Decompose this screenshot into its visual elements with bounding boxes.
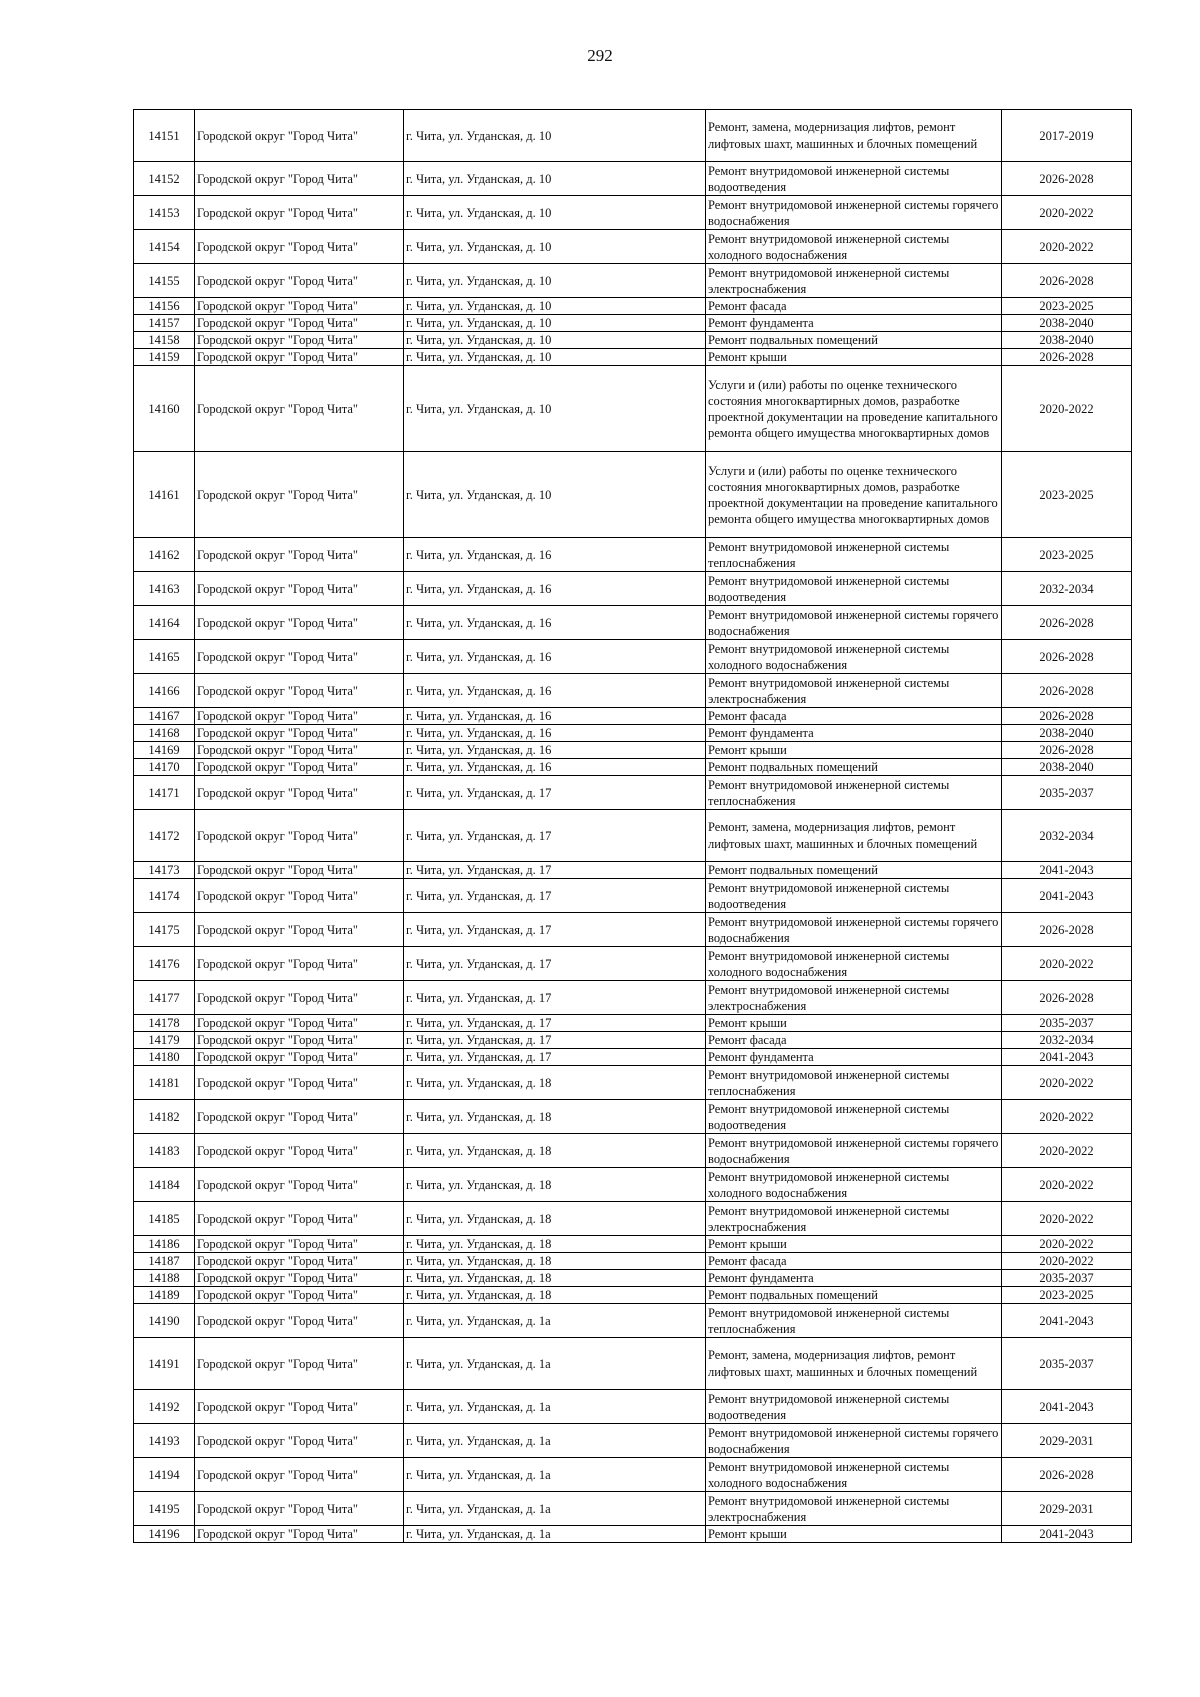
municipality-cell: Городской округ "Город Чита" xyxy=(195,298,404,315)
period-cell: 2041-2043 xyxy=(1002,862,1132,879)
period-cell: 2038-2040 xyxy=(1002,315,1132,332)
municipality-cell: Городской округ "Город Чита" xyxy=(195,230,404,264)
work-type-cell: Услуги и (или) работы по оценке технического состояния многоквартирных домов, разработке проектной документации на проведение капитального ремонта общего имущества многоквартирных домов xyxy=(706,452,1002,538)
municipality-cell: Городской округ "Город Чита" xyxy=(195,264,404,298)
address-cell: г. Чита, ул. Угданская, д. 18 xyxy=(404,1066,706,1100)
address-cell: г. Чита, ул. Угданская, д. 10 xyxy=(404,349,706,366)
work-type-cell: Ремонт крыши xyxy=(706,1526,1002,1543)
address-cell: г. Чита, ул. Угданская, д. 10 xyxy=(404,366,706,452)
work-type-cell: Ремонт внутридомовой инженерной системы теплоснабжения xyxy=(706,776,1002,810)
work-type-cell: Ремонт внутридомовой инженерной системы теплоснабжения xyxy=(706,1304,1002,1338)
municipality-cell: Городской округ "Город Чита" xyxy=(195,366,404,452)
row-number-cell: 14152 xyxy=(134,162,195,196)
work-type-cell: Ремонт крыши xyxy=(706,1015,1002,1032)
address-cell: г. Чита, ул. Угданская, д. 17 xyxy=(404,1032,706,1049)
work-type-cell: Ремонт подвальных помещений xyxy=(706,862,1002,879)
row-number-cell: 14196 xyxy=(134,1526,195,1543)
address-cell: г. Чита, ул. Угданская, д. 10 xyxy=(404,110,706,162)
row-number-cell: 14181 xyxy=(134,1066,195,1100)
municipality-cell: Городской округ "Город Чита" xyxy=(195,162,404,196)
row-number-cell: 14151 xyxy=(134,110,195,162)
work-type-cell: Ремонт внутридомовой инженерной системы электроснабжения xyxy=(706,981,1002,1015)
row-number-cell: 14163 xyxy=(134,572,195,606)
period-cell: 2020-2022 xyxy=(1002,947,1132,981)
period-cell: 2041-2043 xyxy=(1002,1049,1132,1066)
table-row xyxy=(134,315,1132,332)
address-cell: г. Чита, ул. Угданская, д. 1а xyxy=(404,1338,706,1390)
period-cell: 2020-2022 xyxy=(1002,230,1132,264)
period-cell: 2026-2028 xyxy=(1002,913,1132,947)
address-cell: г. Чита, ул. Угданская, д. 18 xyxy=(404,1134,706,1168)
row-number-cell: 14190 xyxy=(134,1304,195,1338)
work-type-cell: Ремонт внутридомовой инженерной системы электроснабжения xyxy=(706,264,1002,298)
address-cell: г. Чита, ул. Угданская, д. 17 xyxy=(404,776,706,810)
municipality-cell: Городской округ "Город Чита" xyxy=(195,640,404,674)
work-type-cell: Ремонт подвальных помещений xyxy=(706,332,1002,349)
period-cell: 2038-2040 xyxy=(1002,332,1132,349)
address-cell: г. Чита, ул. Угданская, д. 1а xyxy=(404,1492,706,1526)
period-cell: 2026-2028 xyxy=(1002,708,1132,725)
table-row xyxy=(134,1032,1132,1049)
work-type-cell: Ремонт внутридомовой инженерной системы теплоснабжения xyxy=(706,1066,1002,1100)
period-cell: 2026-2028 xyxy=(1002,349,1132,366)
table-row xyxy=(134,606,1132,640)
municipality-cell: Городской округ "Город Чита" xyxy=(195,810,404,862)
period-cell: 2041-2043 xyxy=(1002,1304,1132,1338)
period-cell: 2026-2028 xyxy=(1002,1458,1132,1492)
work-type-cell: Ремонт, замена, модернизация лифтов, ремонт лифтовых шахт, машинных и блочных помещений xyxy=(706,110,1002,162)
municipality-cell: Городской округ "Город Чита" xyxy=(195,1134,404,1168)
row-number-cell: 14180 xyxy=(134,1049,195,1066)
table-row xyxy=(134,110,1132,162)
municipality-cell: Городской округ "Город Чита" xyxy=(195,1253,404,1270)
work-type-cell: Ремонт фасада xyxy=(706,708,1002,725)
row-number-cell: 14191 xyxy=(134,1338,195,1390)
table-row xyxy=(134,572,1132,606)
address-cell: г. Чита, ул. Угданская, д. 1а xyxy=(404,1424,706,1458)
row-number-cell: 14194 xyxy=(134,1458,195,1492)
row-number-cell: 14162 xyxy=(134,538,195,572)
table-row xyxy=(134,759,1132,776)
row-number-cell: 14159 xyxy=(134,349,195,366)
period-cell: 2020-2022 xyxy=(1002,366,1132,452)
table-row xyxy=(134,862,1132,879)
municipality-cell: Городской округ "Город Чита" xyxy=(195,947,404,981)
work-type-cell: Ремонт внутридомовой инженерной системы горячего водоснабжения xyxy=(706,196,1002,230)
period-cell: 2038-2040 xyxy=(1002,725,1132,742)
row-number-cell: 14155 xyxy=(134,264,195,298)
municipality-cell: Городской округ "Город Чита" xyxy=(195,776,404,810)
page-number: 292 xyxy=(587,46,613,65)
table-row xyxy=(134,879,1132,913)
row-number-cell: 14160 xyxy=(134,366,195,452)
work-type-cell: Ремонт внутридомовой инженерной системы горячего водоснабжения xyxy=(706,1424,1002,1458)
table-row xyxy=(134,1100,1132,1134)
work-type-cell: Ремонт внутридомовой инженерной системы горячего водоснабжения xyxy=(706,913,1002,947)
row-number-cell: 14179 xyxy=(134,1032,195,1049)
address-cell: г. Чита, ул. Угданская, д. 18 xyxy=(404,1168,706,1202)
municipality-cell: Городской округ "Город Чита" xyxy=(195,913,404,947)
work-type-cell: Ремонт внутридомовой инженерной системы водоотведения xyxy=(706,572,1002,606)
address-cell: г. Чита, ул. Угданская, д. 16 xyxy=(404,674,706,708)
municipality-cell: Городской округ "Город Чита" xyxy=(195,725,404,742)
municipality-cell: Городской округ "Город Чита" xyxy=(195,1100,404,1134)
row-number-cell: 14168 xyxy=(134,725,195,742)
period-cell: 2020-2022 xyxy=(1002,1253,1132,1270)
municipality-cell: Городской округ "Город Чита" xyxy=(195,1458,404,1492)
address-cell: г. Чита, ул. Угданская, д. 18 xyxy=(404,1202,706,1236)
municipality-cell: Городской округ "Город Чита" xyxy=(195,1015,404,1032)
table-row xyxy=(134,1202,1132,1236)
table-row xyxy=(134,1066,1132,1100)
period-cell: 2032-2034 xyxy=(1002,1032,1132,1049)
address-cell: г. Чита, ул. Угданская, д. 17 xyxy=(404,981,706,1015)
address-cell: г. Чита, ул. Угданская, д. 16 xyxy=(404,538,706,572)
row-number-cell: 14167 xyxy=(134,708,195,725)
row-number-cell: 14156 xyxy=(134,298,195,315)
address-cell: г. Чита, ул. Угданская, д. 10 xyxy=(404,452,706,538)
table-row xyxy=(134,1049,1132,1066)
municipality-cell: Городской округ "Город Чита" xyxy=(195,1236,404,1253)
period-cell: 2032-2034 xyxy=(1002,810,1132,862)
municipality-cell: Городской округ "Город Чита" xyxy=(195,110,404,162)
row-number-cell: 14153 xyxy=(134,196,195,230)
address-cell: г. Чита, ул. Угданская, д. 10 xyxy=(404,298,706,315)
work-type-cell: Ремонт фасада xyxy=(706,1032,1002,1049)
work-type-cell: Ремонт внутридомовой инженерной системы водоотведения xyxy=(706,1390,1002,1424)
municipality-cell: Городской округ "Город Чита" xyxy=(195,1390,404,1424)
address-cell: г. Чита, ул. Угданская, д. 10 xyxy=(404,264,706,298)
table-row xyxy=(134,1253,1132,1270)
period-cell: 2020-2022 xyxy=(1002,1202,1132,1236)
address-cell: г. Чита, ул. Угданская, д. 18 xyxy=(404,1287,706,1304)
row-number-cell: 14157 xyxy=(134,315,195,332)
address-cell: г. Чита, ул. Угданская, д. 1а xyxy=(404,1458,706,1492)
municipality-cell: Городской округ "Город Чита" xyxy=(195,572,404,606)
row-number-cell: 14170 xyxy=(134,759,195,776)
period-cell: 2020-2022 xyxy=(1002,1236,1132,1253)
work-type-cell: Ремонт внутридомовой инженерной системы водоотведения xyxy=(706,1100,1002,1134)
row-number-cell: 14172 xyxy=(134,810,195,862)
period-cell: 2026-2028 xyxy=(1002,640,1132,674)
table-row xyxy=(134,1526,1132,1543)
municipality-cell: Городской округ "Город Чита" xyxy=(195,196,404,230)
table-row xyxy=(134,264,1132,298)
table-row xyxy=(134,1458,1132,1492)
period-cell: 2038-2040 xyxy=(1002,759,1132,776)
municipality-cell: Городской округ "Город Чита" xyxy=(195,538,404,572)
row-number-cell: 14193 xyxy=(134,1424,195,1458)
table-row xyxy=(134,725,1132,742)
row-number-cell: 14187 xyxy=(134,1253,195,1270)
municipality-cell: Городской округ "Город Чита" xyxy=(195,981,404,1015)
row-number-cell: 14158 xyxy=(134,332,195,349)
address-cell: г. Чита, ул. Угданская, д. 17 xyxy=(404,913,706,947)
municipality-cell: Городской округ "Город Чита" xyxy=(195,1202,404,1236)
work-type-cell: Ремонт фундамента xyxy=(706,1270,1002,1287)
work-type-cell: Ремонт внутридомовой инженерной системы теплоснабжения xyxy=(706,538,1002,572)
row-number-cell: 14184 xyxy=(134,1168,195,1202)
work-type-cell: Ремонт внутридомовой инженерной системы холодного водоснабжения xyxy=(706,947,1002,981)
period-cell: 2020-2022 xyxy=(1002,1168,1132,1202)
municipality-cell: Городской округ "Город Чита" xyxy=(195,332,404,349)
municipality-cell: Городской округ "Город Чита" xyxy=(195,1492,404,1526)
table-row xyxy=(134,1390,1132,1424)
work-type-cell: Ремонт внутридомовой инженерной системы электроснабжения xyxy=(706,1202,1002,1236)
period-cell: 2026-2028 xyxy=(1002,742,1132,759)
address-cell: г. Чита, ул. Угданская, д. 17 xyxy=(404,947,706,981)
municipality-cell: Городской округ "Город Чита" xyxy=(195,1338,404,1390)
municipality-cell: Городской округ "Город Чита" xyxy=(195,315,404,332)
table-row xyxy=(134,674,1132,708)
municipality-cell: Городской округ "Город Чита" xyxy=(195,759,404,776)
table-row xyxy=(134,349,1132,366)
work-type-cell: Услуги и (или) работы по оценке технического состояния многоквартирных домов, разработке проектной документации на проведение капитального ремонта общего имущества многоквартирных домов xyxy=(706,366,1002,452)
municipality-cell: Городской округ "Город Чита" xyxy=(195,1304,404,1338)
period-cell: 2023-2025 xyxy=(1002,452,1132,538)
table-row xyxy=(134,742,1132,759)
period-cell: 2026-2028 xyxy=(1002,264,1132,298)
municipality-cell: Городской округ "Город Чита" xyxy=(195,452,404,538)
municipality-cell: Городской округ "Город Чита" xyxy=(195,1032,404,1049)
row-number-cell: 14171 xyxy=(134,776,195,810)
municipality-cell: Городской округ "Город Чита" xyxy=(195,1168,404,1202)
address-cell: г. Чита, ул. Угданская, д. 1а xyxy=(404,1526,706,1543)
work-type-cell: Ремонт внутридомовой инженерной системы горячего водоснабжения xyxy=(706,606,1002,640)
table-row xyxy=(134,1424,1132,1458)
municipality-cell: Городской округ "Город Чита" xyxy=(195,606,404,640)
row-number-cell: 14161 xyxy=(134,452,195,538)
period-cell: 2026-2028 xyxy=(1002,606,1132,640)
table-row xyxy=(134,196,1132,230)
municipality-cell: Городской округ "Город Чита" xyxy=(195,1049,404,1066)
work-type-cell: Ремонт внутридомовой инженерной системы электроснабжения xyxy=(706,1492,1002,1526)
work-type-cell: Ремонт фундамента xyxy=(706,1049,1002,1066)
row-number-cell: 14175 xyxy=(134,913,195,947)
municipality-cell: Городской округ "Город Чита" xyxy=(195,1270,404,1287)
work-type-cell: Ремонт внутридомовой инженерной системы холодного водоснабжения xyxy=(706,230,1002,264)
work-type-cell: Ремонт, замена, модернизация лифтов, ремонт лифтовых шахт, машинных и блочных помещений xyxy=(706,810,1002,862)
work-type-cell: Ремонт внутридомовой инженерной системы холодного водоснабжения xyxy=(706,1168,1002,1202)
address-cell: г. Чита, ул. Угданская, д. 18 xyxy=(404,1100,706,1134)
work-type-cell: Ремонт внутридомовой инженерной системы горячего водоснабжения xyxy=(706,1134,1002,1168)
address-cell: г. Чита, ул. Угданская, д. 17 xyxy=(404,1015,706,1032)
table-row xyxy=(134,1015,1132,1032)
address-cell: г. Чита, ул. Угданская, д. 10 xyxy=(404,196,706,230)
period-cell: 2026-2028 xyxy=(1002,162,1132,196)
municipality-cell: Городской округ "Город Чита" xyxy=(195,862,404,879)
address-cell: г. Чита, ул. Угданская, д. 17 xyxy=(404,1049,706,1066)
row-number-cell: 14189 xyxy=(134,1287,195,1304)
period-cell: 2026-2028 xyxy=(1002,981,1132,1015)
row-number-cell: 14174 xyxy=(134,879,195,913)
period-cell: 2023-2025 xyxy=(1002,298,1132,315)
row-number-cell: 14177 xyxy=(134,981,195,1015)
period-cell: 2020-2022 xyxy=(1002,1134,1132,1168)
work-type-cell: Ремонт фундамента xyxy=(706,315,1002,332)
table-row xyxy=(134,776,1132,810)
address-cell: г. Чита, ул. Угданская, д. 16 xyxy=(404,606,706,640)
work-type-cell: Ремонт подвальных помещений xyxy=(706,759,1002,776)
table-row xyxy=(134,708,1132,725)
period-cell: 2035-2037 xyxy=(1002,1338,1132,1390)
municipality-cell: Городской округ "Город Чита" xyxy=(195,349,404,366)
address-cell: г. Чита, ул. Угданская, д. 18 xyxy=(404,1270,706,1287)
table-row xyxy=(134,913,1132,947)
capital-repair-table xyxy=(133,109,1132,1543)
row-number-cell: 14183 xyxy=(134,1134,195,1168)
address-cell: г. Чита, ул. Угданская, д. 16 xyxy=(404,725,706,742)
address-cell: г. Чита, ул. Угданская, д. 16 xyxy=(404,708,706,725)
row-number-cell: 14164 xyxy=(134,606,195,640)
municipality-cell: Городской округ "Город Чита" xyxy=(195,1526,404,1543)
work-type-cell: Ремонт, замена, модернизация лифтов, ремонт лифтовых шахт, машинных и блочных помещений xyxy=(706,1338,1002,1390)
table-row xyxy=(134,810,1132,862)
address-cell: г. Чита, ул. Угданская, д. 16 xyxy=(404,742,706,759)
address-cell: г. Чита, ул. Угданская, д. 17 xyxy=(404,879,706,913)
table-row xyxy=(134,1134,1132,1168)
row-number-cell: 14195 xyxy=(134,1492,195,1526)
period-cell: 2020-2022 xyxy=(1002,196,1132,230)
row-number-cell: 14176 xyxy=(134,947,195,981)
table-row xyxy=(134,1168,1132,1202)
work-type-cell: Ремонт фундамента xyxy=(706,725,1002,742)
table-row xyxy=(134,981,1132,1015)
work-type-cell: Ремонт внутридомовой инженерной системы электроснабжения xyxy=(706,674,1002,708)
table-row xyxy=(134,538,1132,572)
work-type-cell: Ремонт фасада xyxy=(706,1253,1002,1270)
work-type-cell: Ремонт крыши xyxy=(706,742,1002,759)
work-type-cell: Ремонт подвальных помещений xyxy=(706,1287,1002,1304)
table-row xyxy=(134,452,1132,538)
table-row xyxy=(134,1287,1132,1304)
row-number-cell: 14186 xyxy=(134,1236,195,1253)
row-number-cell: 14185 xyxy=(134,1202,195,1236)
address-cell: г. Чита, ул. Угданская, д. 10 xyxy=(404,230,706,264)
period-cell: 2032-2034 xyxy=(1002,572,1132,606)
row-number-cell: 14192 xyxy=(134,1390,195,1424)
work-type-cell: Ремонт крыши xyxy=(706,1236,1002,1253)
table-row xyxy=(134,1236,1132,1253)
municipality-cell: Городской округ "Город Чита" xyxy=(195,708,404,725)
period-cell: 2041-2043 xyxy=(1002,1390,1132,1424)
table-row xyxy=(134,230,1132,264)
municipality-cell: Городской округ "Город Чита" xyxy=(195,674,404,708)
address-cell: г. Чита, ул. Угданская, д. 10 xyxy=(404,162,706,196)
work-type-cell: Ремонт внутридомовой инженерной системы холодного водоснабжения xyxy=(706,640,1002,674)
address-cell: г. Чита, ул. Угданская, д. 16 xyxy=(404,572,706,606)
municipality-cell: Городской округ "Город Чита" xyxy=(195,1287,404,1304)
row-number-cell: 14182 xyxy=(134,1100,195,1134)
period-cell: 2017-2019 xyxy=(1002,110,1132,162)
work-type-cell: Ремонт внутридомовой инженерной системы холодного водоснабжения xyxy=(706,1458,1002,1492)
address-cell: г. Чита, ул. Угданская, д. 10 xyxy=(404,332,706,349)
address-cell: г. Чита, ул. Угданская, д. 1а xyxy=(404,1390,706,1424)
table-row xyxy=(134,366,1132,452)
table-row xyxy=(134,947,1132,981)
row-number-cell: 14178 xyxy=(134,1015,195,1032)
address-cell: г. Чита, ул. Угданская, д. 10 xyxy=(404,315,706,332)
address-cell: г. Чита, ул. Угданская, д. 18 xyxy=(404,1236,706,1253)
table-row xyxy=(134,332,1132,349)
table-row xyxy=(134,1304,1132,1338)
period-cell: 2035-2037 xyxy=(1002,776,1132,810)
table-row xyxy=(134,1338,1132,1390)
table-row xyxy=(134,1270,1132,1287)
period-cell: 2023-2025 xyxy=(1002,1287,1132,1304)
municipality-cell: Городской округ "Город Чита" xyxy=(195,1066,404,1100)
work-type-cell: Ремонт внутридомовой инженерной системы водоотведения xyxy=(706,879,1002,913)
address-cell: г. Чита, ул. Угданская, д. 17 xyxy=(404,810,706,862)
table-body xyxy=(134,110,1132,1543)
municipality-cell: Городской округ "Город Чита" xyxy=(195,1424,404,1458)
period-cell: 2029-2031 xyxy=(1002,1424,1132,1458)
row-number-cell: 14154 xyxy=(134,230,195,264)
row-number-cell: 14169 xyxy=(134,742,195,759)
row-number-cell: 14166 xyxy=(134,674,195,708)
period-cell: 2041-2043 xyxy=(1002,879,1132,913)
row-number-cell: 14165 xyxy=(134,640,195,674)
address-cell: г. Чита, ул. Угданская, д. 18 xyxy=(404,1253,706,1270)
address-cell: г. Чита, ул. Угданская, д. 1а xyxy=(404,1304,706,1338)
period-cell: 2029-2031 xyxy=(1002,1492,1132,1526)
municipality-cell: Городской округ "Город Чита" xyxy=(195,879,404,913)
period-cell: 2041-2043 xyxy=(1002,1526,1132,1543)
table-row xyxy=(134,640,1132,674)
period-cell: 2020-2022 xyxy=(1002,1066,1132,1100)
table-row xyxy=(134,162,1132,196)
work-type-cell: Ремонт внутридомовой инженерной системы водоотведения xyxy=(706,162,1002,196)
work-type-cell: Ремонт крыши xyxy=(706,349,1002,366)
address-cell: г. Чита, ул. Угданская, д. 17 xyxy=(404,862,706,879)
row-number-cell: 14173 xyxy=(134,862,195,879)
work-type-cell: Ремонт фасада xyxy=(706,298,1002,315)
table-row xyxy=(134,1492,1132,1526)
table-row xyxy=(134,298,1132,315)
address-cell: г. Чита, ул. Угданская, д. 16 xyxy=(404,759,706,776)
period-cell: 2026-2028 xyxy=(1002,674,1132,708)
address-cell: г. Чита, ул. Угданская, д. 16 xyxy=(404,640,706,674)
period-cell: 2035-2037 xyxy=(1002,1015,1132,1032)
row-number-cell: 14188 xyxy=(134,1270,195,1287)
period-cell: 2023-2025 xyxy=(1002,538,1132,572)
municipality-cell: Городской округ "Город Чита" xyxy=(195,742,404,759)
period-cell: 2035-2037 xyxy=(1002,1270,1132,1287)
period-cell: 2020-2022 xyxy=(1002,1100,1132,1134)
